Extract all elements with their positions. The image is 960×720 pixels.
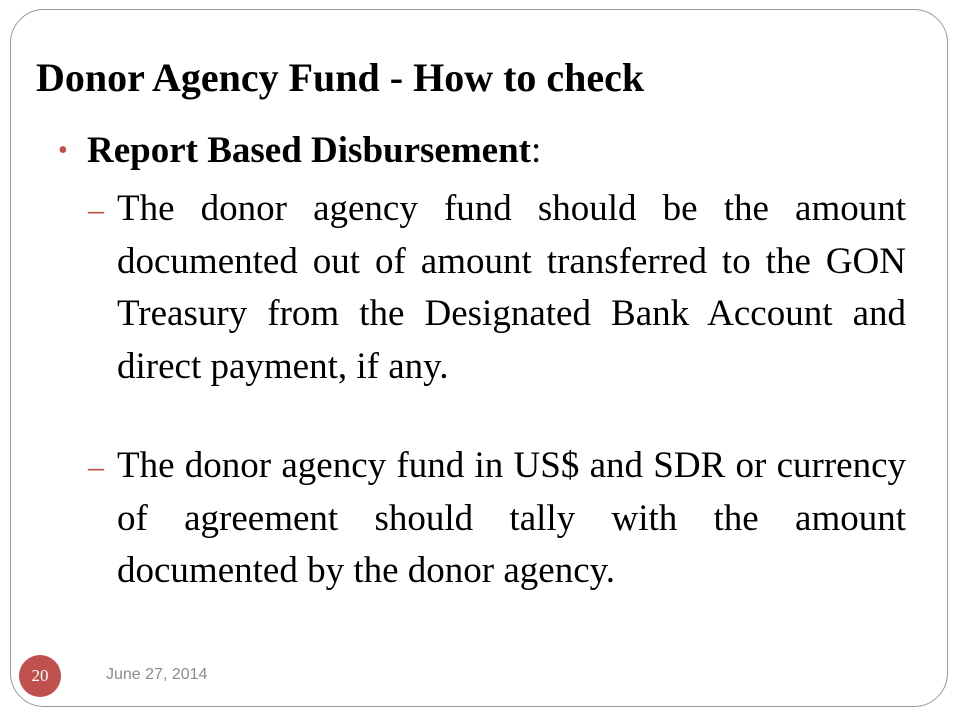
bullet-heading-label: Report Based Disbursement	[87, 130, 531, 171]
sub-point-2	[88, 440, 906, 598]
sub-point-1	[88, 183, 906, 393]
footer-date: June 27, 2014	[106, 666, 208, 683]
sub-point-2-marker: –	[88, 448, 104, 484]
page-number-badge: 20	[19, 655, 61, 697]
bullet-heading	[87, 126, 541, 176]
bullet-heading-suffix: :	[530, 130, 542, 171]
bullet-marker: •	[58, 135, 68, 166]
slide-title: Donor Agency Fund - How to check	[36, 55, 645, 100]
sub-point-1-marker: –	[88, 191, 104, 227]
sub-point-1-text: The donor agency fund should be the amount documented out of amount transferred to the GON Treasury from the Designated Bank Account and direct payment, if any.	[117, 188, 906, 387]
sub-point-2-text: The donor agency fund in US$ and SDR or currency of agreement should tally with the amount documented by the donor agency.	[117, 445, 906, 591]
